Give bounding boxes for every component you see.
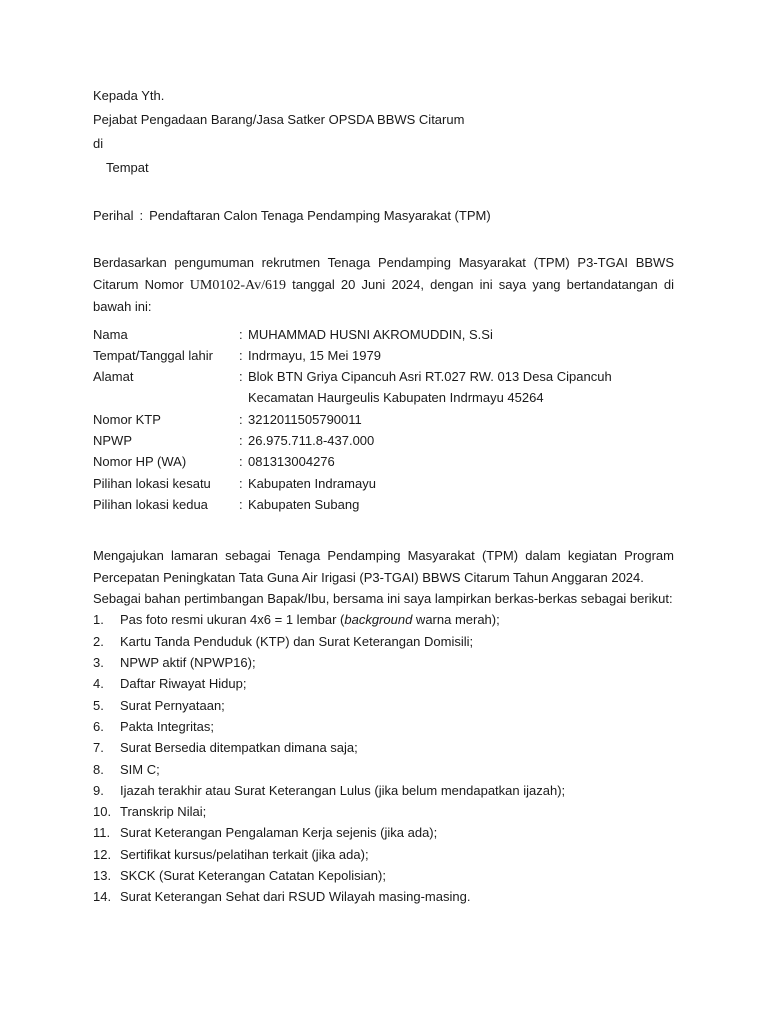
intro-text-part2: tanggal 20 Juni 2024, dengan ini saya yang bertandatangan di bawah ini: (93, 276, 674, 314)
field-value-address: Blok BTN Griya Cipancuh Asri RT.027 RW. 013 Desa Cipancuh (248, 369, 612, 385)
list-item-number: 9. (93, 782, 104, 798)
field-label: Nama (93, 326, 128, 342)
recipient-place: Tempat (106, 160, 149, 175)
field-colon: : (239, 369, 243, 385)
field-colon: : (239, 326, 243, 342)
list-item (93, 737, 674, 758)
field-value-location-2: Kabupaten Subang (248, 496, 360, 512)
list-item (93, 844, 674, 865)
field-colon: : (239, 475, 243, 491)
field-label: Tempat/Tanggal lahir (93, 347, 213, 363)
announcement-number: UM0102-Av/619 (189, 277, 286, 293)
list-item (93, 652, 674, 673)
letter-page (93, 84, 674, 908)
field-value-phone: 081313004276 (248, 454, 335, 470)
salutation: Kepada Yth. (93, 88, 165, 103)
field-row (93, 345, 674, 366)
list-item (93, 865, 674, 886)
field-row (93, 430, 674, 451)
list-item-number: 7. (93, 740, 104, 756)
field-colon: : (239, 432, 243, 448)
intro-text-part1: Berdasarkan pengumuman rekrutmen Tenaga Pendamping Masyarakat (TPM) P3-TGAI BBWS Citarum Nomor (93, 255, 674, 292)
field-label: Pilihan lokasi kesatu (93, 475, 211, 491)
list-item-number: 1. (93, 612, 104, 628)
list-item (93, 780, 674, 801)
attachments-list (93, 609, 674, 907)
list-item-text: Surat Bersedia ditempatkan dimana saja; (120, 740, 358, 756)
list-item-number: 2. (93, 633, 104, 649)
field-value-address-cont: Kecamatan Haurgeulis Kabupaten Indrmayu 45264 (248, 390, 544, 406)
list-item-text: Transkrip Nilai; (120, 804, 207, 820)
subject-label: Perihal (93, 208, 134, 223)
list-item (93, 801, 674, 822)
list-item-number: 13. (93, 868, 112, 884)
list-item-number: 8. (93, 761, 104, 777)
list-item-number: 14. (93, 889, 112, 905)
field-row (93, 387, 674, 408)
list-item (93, 716, 674, 737)
field-colon: : (239, 496, 243, 512)
attachments-intro: Sebagai bahan pertimbangan Bapak/Ibu, bersama ini saya lampirkan berkas-berkas sebagai berikut: (93, 591, 673, 607)
field-label: Nomor KTP (93, 411, 161, 427)
field-label: Nomor HP (WA) (93, 454, 187, 470)
list-item-text: NPWP aktif (NPWP16); (120, 655, 256, 671)
field-colon: : (239, 411, 243, 427)
list-item-number: 12. (93, 846, 112, 862)
field-label (93, 387, 239, 408)
list-item (93, 631, 674, 652)
list-item-text-pre: Pas foto resmi ukuran 4x6 = 1 lembar ( (120, 612, 345, 628)
list-item (93, 609, 674, 630)
recipient-at: di (93, 136, 104, 151)
field-colon: : (239, 347, 243, 363)
field-value-name: MUHAMMAD HUSNI AKROMUDDIN, S.Si (248, 326, 493, 342)
list-item-text: Surat Pernyataan; (120, 697, 225, 713)
field-row (93, 494, 674, 515)
subject-separator: : (139, 208, 144, 223)
list-item (93, 673, 674, 694)
list-item-number: 5. (93, 697, 104, 713)
application-paragraph: Mengajukan lamaran sebagai Tenaga Pendamping Masyarakat (TPM) dalam kegiatan Program Percepatan Peningkatan Tata Guna Air Irigasi (P3-TGAI) BBWS Citarum Tahun Anggaran 2024. (93, 548, 674, 585)
recipient: Pejabat Pengadaan Barang/Jasa Satker OPSDA BBWS Citarum (93, 112, 465, 127)
field-colon (239, 387, 248, 408)
list-item-text: Kartu Tanda Penduduk (KTP) dan Surat Keterangan Domisili; (120, 633, 474, 649)
list-item-text: SKCK (Surat Keterangan Catatan Kepolisian); (120, 868, 386, 884)
applicant-fields (93, 324, 674, 516)
field-value-ktp: 3212011505790011 (248, 411, 362, 427)
list-item-number: 11. (93, 825, 111, 841)
list-item-text: Surat Keterangan Pengalaman Kerja sejenis (jika ada); (120, 825, 438, 841)
list-item-text: SIM C; (120, 761, 160, 777)
field-value-npwp: 26.975.711.8-437.000 (248, 432, 375, 448)
list-item-text: Pakta Integritas; (120, 718, 214, 734)
list-item (93, 822, 674, 843)
list-item-text: Ijazah terakhir atau Surat Keterangan Lulus (jika belum mendapatkan ijazah); (120, 782, 566, 798)
list-item (93, 695, 674, 716)
field-value-location-1: Kabupaten Indramayu (248, 475, 376, 491)
list-item-text: Sertifikat kursus/pelatihan terkait (jika ada); (120, 846, 369, 862)
field-row (93, 409, 674, 430)
list-item-text: Surat Keterangan Sehat dari RSUD Wilayah masing-masing. (120, 889, 471, 905)
list-item (93, 886, 674, 907)
field-label: Pilihan lokasi kedua (93, 496, 208, 512)
field-row (93, 366, 674, 387)
list-item-text-post: warna merah); (412, 612, 500, 628)
subject-text: Pendaftaran Calon Tenaga Pendamping Masyarakat (TPM) (149, 208, 491, 223)
field-label: NPWP (93, 432, 132, 448)
field-label: Alamat (93, 369, 134, 385)
list-item-number: 4. (93, 676, 104, 692)
list-item-number: 10. (93, 804, 112, 820)
list-item-text-italic: background (344, 612, 413, 628)
list-item-number: 3. (93, 655, 104, 671)
list-item (93, 759, 674, 780)
field-row (93, 473, 674, 494)
field-value-birth: Indrmayu, 15 Mei 1979 (248, 347, 381, 363)
intro-paragraph (93, 252, 674, 318)
list-item-text (120, 609, 674, 630)
list-item-text: Daftar Riwayat Hidup; (120, 676, 247, 692)
list-item-number: 6. (93, 718, 104, 734)
field-row (93, 324, 674, 345)
subject-line (93, 204, 674, 228)
field-row (93, 451, 674, 472)
field-colon: : (239, 454, 243, 470)
